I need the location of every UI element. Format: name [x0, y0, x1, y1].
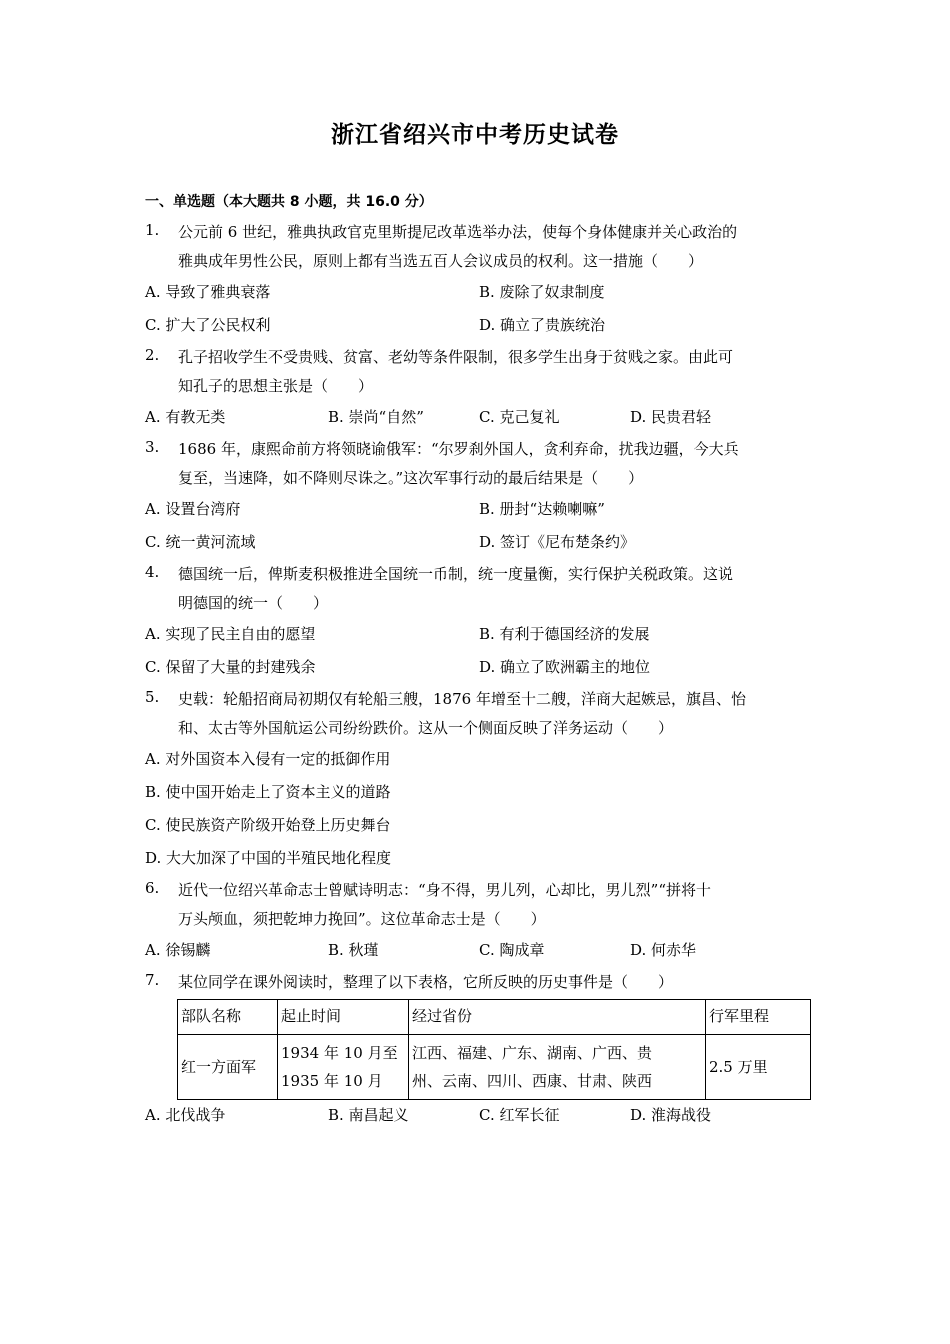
option-c: C. 陶成章: [479, 941, 545, 959]
table-row: [178, 1035, 811, 1100]
question-number: 1.: [145, 221, 160, 239]
question-text: 德国统一后，俾斯麦积极推进全国统一币制，统一度量衡，实行保护关税政策。这说: [178, 565, 734, 583]
option-a: A. 导致了雅典衰落: [145, 283, 271, 301]
question-text: 1686 年，康熙命前方将领晓谕俄军：“尔罗刹外国人，贪利弃命，扰我边疆，今大兵: [178, 440, 739, 458]
option-b: B. 使中国开始走上了资本主义的道路: [145, 783, 391, 801]
table-cell-line: 1935 年 10 月: [281, 1072, 383, 1090]
option-b: B. 册封“达赖喇嘛”: [479, 500, 605, 518]
option-b: B. 有利于德国经济的发展: [479, 625, 650, 643]
question-text: 公元前 6 世纪，雅典执政官克里斯提尼改革选举办法，使每个身体健康并关心政治的: [178, 223, 738, 241]
option-d: D. 淮海战役: [630, 1106, 712, 1124]
table-cell-line: 州、云南、四川、西康、甘肃、陕西: [412, 1072, 653, 1090]
question-text: 明德国的统一（ ）: [178, 594, 329, 612]
option-c: C. 克己复礼: [479, 408, 560, 426]
question-number: 7.: [145, 971, 160, 989]
option-a: A. 设置台湾府: [145, 500, 241, 518]
question-number: 2.: [145, 346, 160, 364]
option-b: B. 南昌起义: [328, 1106, 409, 1124]
table-header-cell: 行军里程: [706, 1000, 811, 1035]
option-c: C. 统一黄河流域: [145, 533, 256, 551]
question-text: 史载：轮船招商局初期仅有轮船三艘，1876 年增至十二艘，洋商大起嫉忌，旗昌、怡: [178, 690, 746, 708]
option-c: C. 扩大了公民权利: [145, 316, 271, 334]
table-cell-line: 江西、福建、广东、湖南、广西、贵: [412, 1044, 653, 1062]
question-text: 和、太古等外国航运公司纷纷跌价。这从一个侧面反映了洋务运动（ ）: [178, 719, 674, 737]
question-number: 3.: [145, 438, 160, 456]
option-b: B. 秋瑾: [328, 941, 379, 959]
option-d: D. 何赤华: [630, 941, 697, 959]
table-header-cell: 起止时间: [278, 1000, 409, 1035]
question-text: 复至，当速降，如不降则尽诛之。”这次军事行动的最后结果是（ ）: [178, 469, 644, 487]
table-cell-line: 1934 年 10 月至: [281, 1044, 398, 1062]
option-d: D. 大大加深了中国的半殖民地化程度: [145, 849, 392, 867]
question-text: 某位同学在课外阅读时，整理了以下表格，它所反映的历史事件是（ ）: [178, 973, 674, 991]
table-cell-unit: 红一方面军: [178, 1035, 278, 1100]
option-a: A. 徐锡麟: [145, 941, 211, 959]
question-number: 5.: [145, 688, 160, 706]
option-a: A. 对外国资本入侵有一定的抵御作用: [145, 750, 391, 768]
table-header-cell: 部队名称: [178, 1000, 278, 1035]
question-text: 雅典成年男性公民，原则上都有当选五百人会议成员的权利。这一措施（ ）: [178, 252, 704, 270]
table-cell-distance: 2.5 万里: [706, 1035, 811, 1100]
option-b: B. 崇尚“自然”: [328, 408, 424, 426]
question-number: 4.: [145, 563, 160, 581]
option-a: A. 北伐战争: [145, 1106, 226, 1124]
option-b: B. 废除了奴隶制度: [479, 283, 605, 301]
question-text: 知孔子的思想主张是（ ）: [178, 377, 374, 395]
long-march-table: [177, 999, 811, 1100]
table-header-cell: 经过省份: [409, 1000, 706, 1035]
option-d: D. 确立了欧洲霸主的地位: [479, 658, 651, 676]
option-d: D. 民贵君轻: [630, 408, 712, 426]
table-header-row: [178, 1000, 811, 1035]
question-text: 近代一位绍兴革命志士曾赋诗明志：“身不得，男儿列，心却比，男儿烈”“拼将十: [178, 881, 712, 899]
question-number: 6.: [145, 879, 160, 897]
option-a: A. 实现了民主自由的愿望: [145, 625, 316, 643]
page-title: 浙江省绍兴市中考历史试卷: [331, 122, 619, 148]
option-c: C. 保留了大量的封建残余: [145, 658, 316, 676]
table-cell-time: [278, 1035, 409, 1100]
question-text: 万头颅血，须把乾坤力挽回”。这位革命志士是（ ）: [178, 910, 546, 928]
option-a: A. 有教无类: [145, 408, 226, 426]
option-c: C. 使民族资产阶级开始登上历史舞台: [145, 816, 391, 834]
question-text: 孔子招收学生不受贵贱、贫富、老幼等条件限制，很多学生出身于贫贱之家。由此可: [178, 348, 734, 366]
option-c: C. 红军长征: [479, 1106, 560, 1124]
option-d: D. 确立了贵族统治: [479, 316, 606, 334]
section-heading: 一、单选题（本大题共 8 小题，共 16.0 分）: [145, 194, 433, 210]
option-d: D. 签订《尼布楚条约》: [479, 533, 636, 551]
table-cell-provinces: [409, 1035, 706, 1100]
